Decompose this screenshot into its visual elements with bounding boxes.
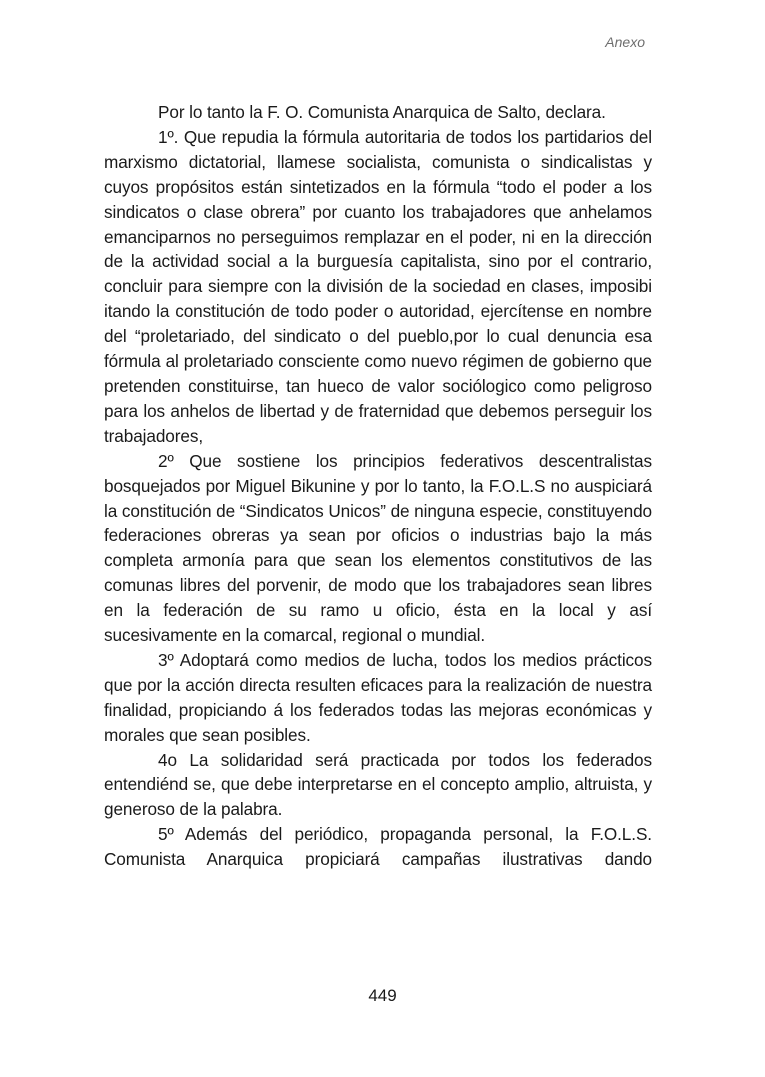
page-number: 449 [368,986,397,1005]
paragraph-point-4: 4o La solidaridad será practicada por todos los federados entendiénd se, que debe interpretarse en el concepto amplio, altruista, y generoso de la palabra. [104,749,652,820]
paragraph-point-3: 3º Adoptará como medios de lucha, todos los medios prácticos que por la acción directa resulten eficaces para la realización de nuestra finalidad, propiciando á los federados todas las mejoras económicas y morales que sean posibles. [104,649,652,745]
paragraph-point-5: 5º Además del periódico, propaganda personal, la F.O.L.S. Comunista Anarquica propiciará campañas ilustrativas dando [104,824,652,870]
paragraph-point-2: 2º Que sostiene los principios federativos descentralistas bosquejados por Miguel Bikunine y por lo tanto, la F.O.L.S no auspiciará la constitución de “Sindicatos Unicos” de ninguna especie, constituyendo federaciones obreras ya sean por oficios o industrias bajo la más completa armonía para que sean los elementos constitutivos de las comunas libres del porvenir, de modo que los trabajadores sean libres en la federación de su ramo u oficio, ésta en la local y así sucesivamente en la comarcal, regional o mundial. [104,450,652,646]
paragraph-intro: Por lo tanto la F. O. Comunista Anarquica de Salto, declara. [158,102,606,122]
paragraph-point-1: 1º. Que repudia la fórmula autoritaria de todos los partidarios del marxismo dictatorial, llamese socialista, comunista o sindicalistas y cuyos propósitos están sintetizados en la fórmula “todo el poder a los sindicatos o clase obrera” por cuanto los trabajadores que anhelamos emanciparnos no perseguimos remplazar en el poder, ni en la dirección de la actividad social a la burguesía capitalista, sino por el contrario, concluir para siempre con la división de la sociedad en clases, imposibi itando la constitución de todo poder o autoridad, ejercítense en nombre del “proletariado, del sindicato o del pueblo,por lo cual denuncia esa fórmula al proletariado consciente como nuevo régimen de gobierno que pretenden constituirse, tan hueco de valor sociólogico como peligroso para los anhelos de libertad y de fraternidad que debemos perseguir los trabajadores, [104,126,652,446]
body-text [104,100,652,872]
running-header: Anexo [605,34,645,50]
